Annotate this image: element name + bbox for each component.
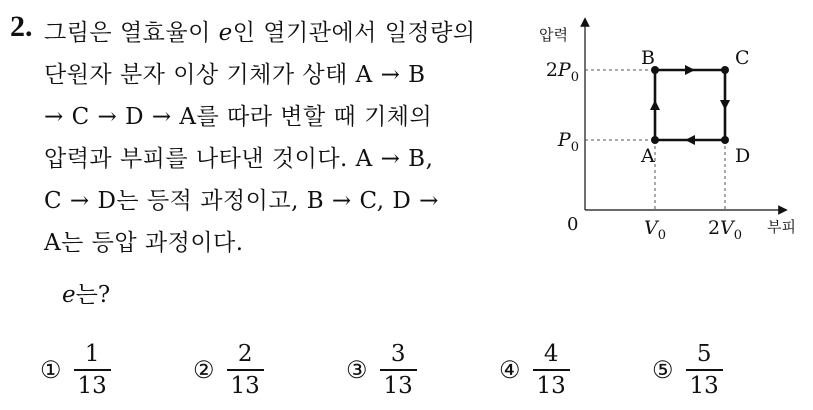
- pv-diagram: [535, 10, 810, 250]
- x-tick-label-1: $2V_0$: [707, 217, 743, 243]
- arrow-B-C: [685, 65, 695, 75]
- choice-fraction: [74, 339, 111, 401]
- state-point-a: [651, 136, 659, 144]
- fraction-numerator: 1: [84, 341, 100, 367]
- fraction-denominator: 13: [74, 369, 111, 401]
- y-tick-label-0: $2P_0$: [545, 59, 579, 85]
- x-axis-label: 부피: [767, 218, 796, 236]
- choice-mark: ③: [346, 356, 368, 384]
- choice-3[interactable]: [346, 335, 417, 405]
- state-point-d: [721, 136, 729, 144]
- x-tick-label-0: $V_0$: [643, 217, 667, 243]
- choice-fraction: [227, 339, 264, 401]
- fraction-numerator: 3: [390, 341, 406, 367]
- choice-mark: ①: [40, 356, 62, 384]
- question-number: 2.: [10, 10, 33, 43]
- cycle-path: [650, 65, 730, 145]
- choice-mark: ②: [193, 356, 215, 384]
- stem-line-2: 단원자 분자 이상 기체가 상태 A → B: [44, 62, 426, 88]
- fraction-numerator: 4: [543, 341, 559, 367]
- question-prompt: [62, 276, 110, 309]
- choice-fraction: [380, 339, 417, 401]
- stem-line-5: C → D는 등적 과정이고, B → C, D →: [44, 188, 439, 214]
- answer-choices: [40, 335, 800, 405]
- fraction-denominator: 13: [686, 369, 723, 401]
- y-tick-label-1: $P_0$: [557, 129, 579, 155]
- state-label-b: B: [641, 47, 655, 69]
- state-point-c: [721, 66, 729, 74]
- state-label-a: A: [641, 145, 655, 167]
- stem-line-3: → C → D → A를 따라 변할 때 기체의: [44, 104, 433, 130]
- fraction-denominator: 13: [380, 369, 417, 401]
- arrow-A-B: [650, 100, 660, 110]
- arrow-C-D: [720, 100, 730, 110]
- choice-5[interactable]: [652, 335, 723, 405]
- arrow-D-A: [685, 135, 695, 145]
- fraction-numerator: 5: [696, 341, 712, 367]
- y-axis-label: 압력: [539, 26, 568, 44]
- fraction-denominator: 13: [533, 369, 570, 401]
- question-efficiency-symbol: e: [62, 282, 76, 308]
- choice-mark: ⑤: [652, 356, 674, 384]
- choice-4[interactable]: [499, 335, 570, 405]
- fraction-denominator: 13: [227, 369, 264, 401]
- choice-2[interactable]: [193, 335, 264, 405]
- stem-line-6: A는 등압 과정이다.: [44, 230, 244, 256]
- stem-line-4: 압력과 부피를 나타낸 것이다. A → B,: [44, 146, 434, 172]
- origin-label: 0: [567, 214, 579, 235]
- fraction-numerator: 2: [237, 341, 253, 367]
- problem-stem: [44, 12, 530, 264]
- question-tail: 는?: [75, 282, 111, 308]
- choice-fraction: [686, 339, 723, 401]
- choice-1[interactable]: [40, 335, 111, 405]
- state-label-c: C: [735, 47, 750, 69]
- state-label-d: D: [735, 145, 751, 167]
- choice-fraction: [533, 339, 570, 401]
- choice-mark: ④: [499, 356, 521, 384]
- efficiency-symbol: e: [218, 20, 233, 46]
- stem-line-1: 그림은 열효율이 e인 열기관에서 일정량의: [44, 20, 476, 46]
